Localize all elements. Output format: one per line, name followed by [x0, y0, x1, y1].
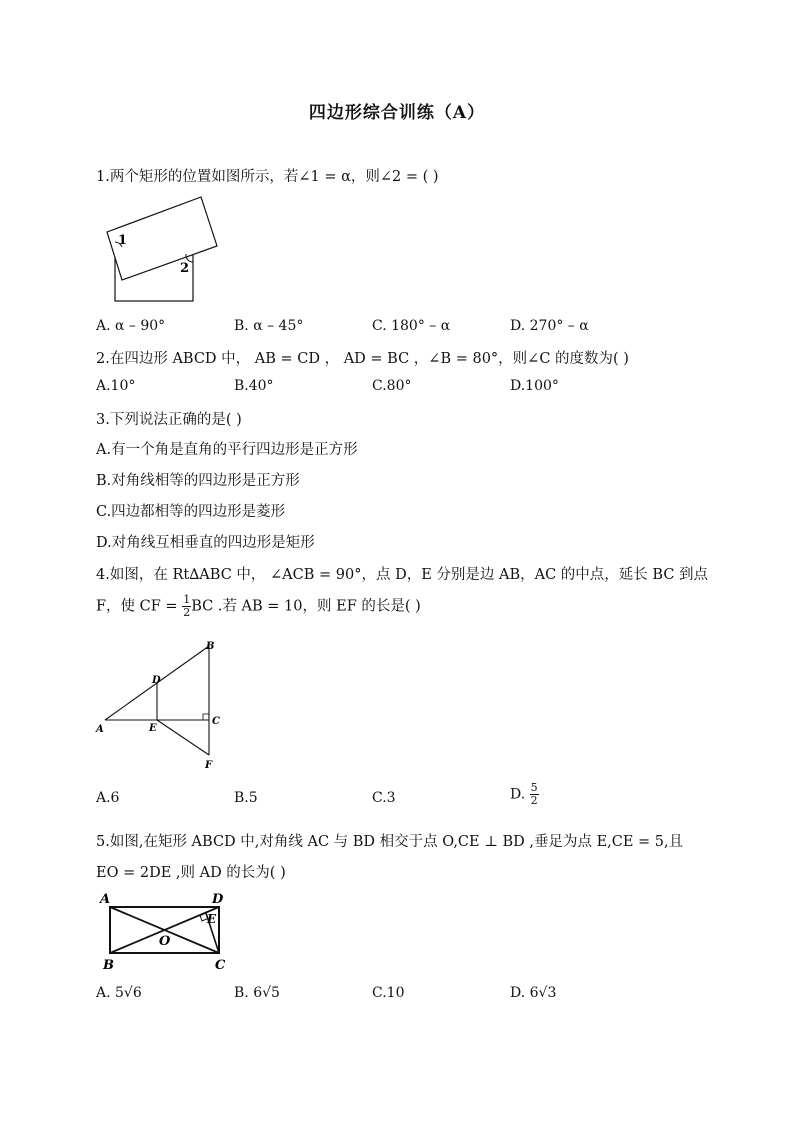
q1-option-d[interactable]: D. 270° – α — [510, 318, 589, 334]
q5-label-b: B — [103, 958, 114, 973]
q5-label-d: D — [212, 892, 224, 907]
q2-stem: 2.在四边形 ABCD 中， AB = CD ， AD = BC ，∠B = 80°，则∠C 的度数为( ) — [96, 351, 629, 367]
q5-option-d[interactable]: D. 6√3 — [510, 985, 557, 1001]
q2-option-a[interactable]: A.10° — [96, 378, 136, 394]
q1-option-c[interactable]: C. 180° – α — [372, 318, 451, 334]
q5-option-c[interactable]: C.10 — [372, 985, 405, 1001]
q1-option-b[interactable]: B. α – 45° — [234, 318, 304, 334]
q5-option-b[interactable]: B. 6√5 — [234, 985, 280, 1001]
q4-option-b[interactable]: B.5 — [234, 790, 258, 806]
q3-option-d[interactable]: D.对角线互相垂直的四边形是矩形 — [96, 535, 315, 551]
q5-option-a[interactable]: A. 5√6 — [96, 985, 142, 1001]
q1-figure — [100, 192, 230, 307]
q1-angle-2-label: 2 — [180, 261, 190, 276]
q4-option-d[interactable] — [510, 782, 539, 807]
q2-option-c[interactable]: C.80° — [372, 378, 412, 394]
q4-stem-line2-start: F，使 CF = — [96, 598, 183, 615]
q4-stem-line2 — [96, 594, 421, 619]
q4-label-b: B — [206, 641, 215, 652]
q4-option-d-denominator: 2 — [530, 794, 538, 807]
q4-label-e: E — [149, 723, 157, 734]
q5-label-e: E — [207, 912, 217, 926]
page-title: 四边形综合训练（A） — [308, 103, 486, 123]
q4-stem-line2-end: BC .若 AB = 10，则 EF 的长是( ) — [191, 598, 421, 615]
q4-segment-ef — [157, 720, 209, 755]
q5-label-a: A — [100, 892, 111, 907]
q4-fraction-denominator: 2 — [183, 606, 191, 619]
q2-option-b[interactable]: B.40° — [234, 378, 274, 394]
q4-option-d-fraction — [530, 782, 539, 807]
q5-stem-line1: 5.如图,在矩形 ABCD 中,对角线 AC 与 BD 相交于点 O,CE ⊥ BD ,垂足为点 E,CE = 5,且 — [96, 834, 684, 850]
q3-option-b[interactable]: B.对角线相等的四边形是正方形 — [96, 473, 300, 489]
q4-label-a: A — [96, 724, 104, 735]
q5-label-o: O — [159, 934, 171, 949]
q4-stem-line1: 4.如图，在 Rt∆ABC 中， ∠ACB = 90°，点 D，E 分别是边 AB，AC 的中点，延长 BC 到点 — [96, 567, 709, 583]
q1-option-a[interactable]: A. α – 90° — [96, 318, 166, 334]
q3-option-a[interactable]: A.有一个角是直角的平行四边形是正方形 — [96, 442, 358, 458]
q4-option-d-prefix: D. — [510, 786, 526, 803]
q4-fraction — [182, 594, 191, 619]
q4-figure — [95, 640, 225, 775]
q3-stem: 3.下列说法正确的是( ) — [96, 412, 242, 428]
q1-angle-1-label: 1 — [118, 233, 128, 248]
q4-option-c[interactable]: C.3 — [372, 790, 396, 806]
q4-label-d: D — [152, 675, 161, 686]
q5-label-c: C — [215, 958, 226, 973]
q4-right-angle-mark — [203, 714, 209, 720]
q4-fraction-numerator: 1 — [183, 593, 191, 606]
q1-stem: 1.两个矩形的位置如图所示，若∠1 = α，则∠2 = ( ) — [96, 169, 439, 185]
q4-label-f: F — [205, 760, 213, 771]
q4-option-a[interactable]: A.6 — [96, 790, 120, 806]
q4-option-d-numerator: 5 — [530, 781, 538, 794]
q5-stem-line2: EO = 2DE ,则 AD 的长为( ) — [96, 865, 286, 881]
q4-label-c: C — [212, 716, 220, 727]
q3-option-c[interactable]: C.四边都相等的四边形是菱形 — [96, 504, 286, 520]
q2-option-d[interactable]: D.100° — [510, 378, 559, 394]
q5-figure — [98, 890, 238, 975]
